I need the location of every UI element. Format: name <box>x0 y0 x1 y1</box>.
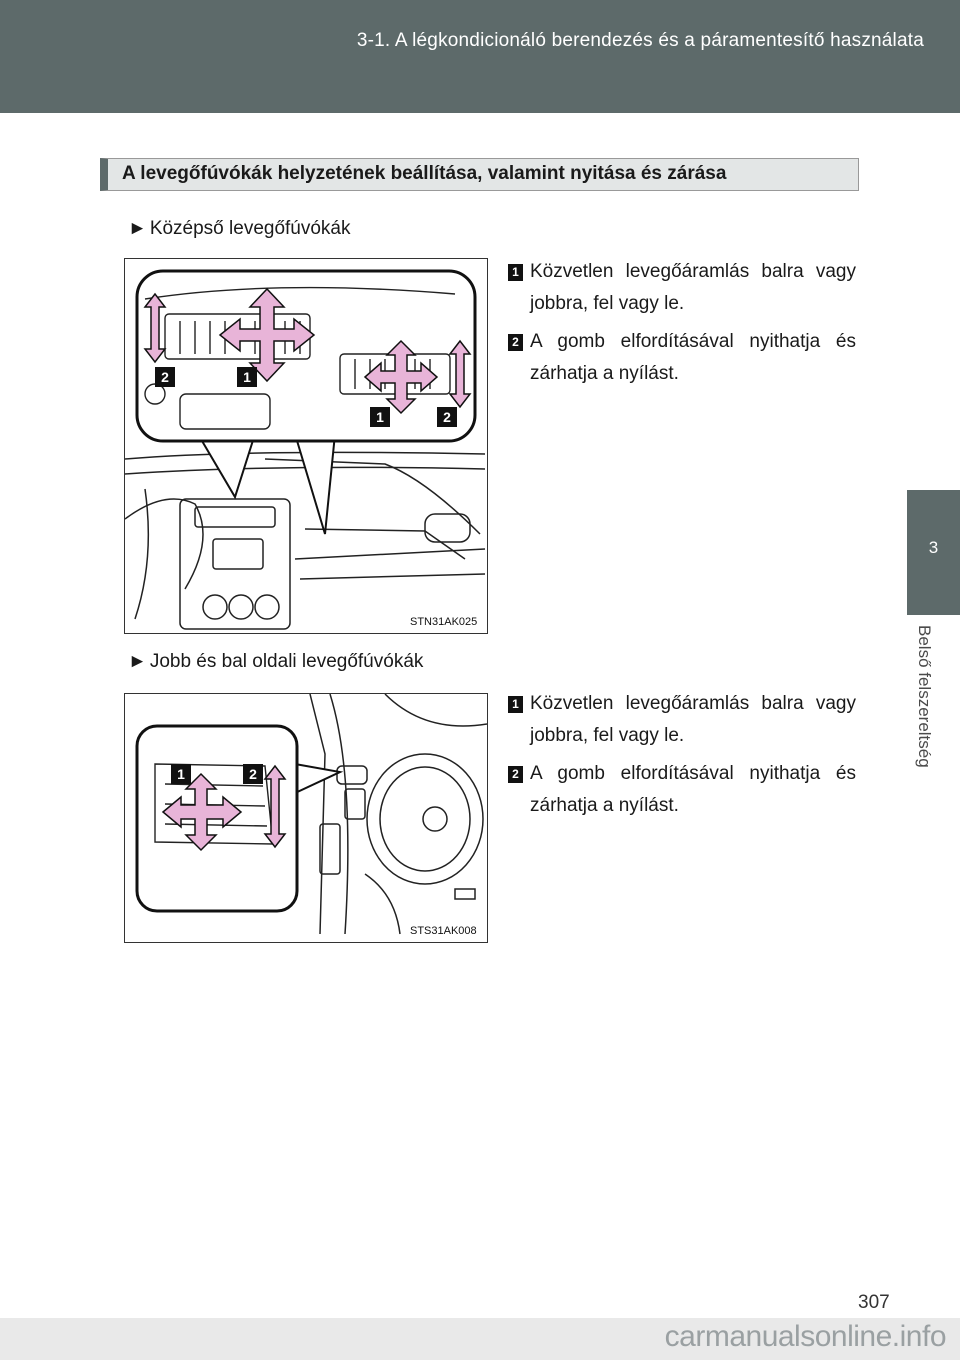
chapter-tab <box>907 490 960 615</box>
chapter-number: 3 <box>928 538 939 557</box>
chapter-title: 3-1. A légkondicionáló berendezés és a páramentesítő használata <box>356 30 924 51</box>
callout-2: 2 <box>249 766 257 782</box>
item-text: A gomb elfordításával nyithatja és zárhatja a nyílást. <box>530 331 856 384</box>
watermark-text: carmanualsonline.info <box>664 1320 946 1353</box>
callout-1: 1 <box>177 766 185 782</box>
number-badge: 1 <box>508 696 523 713</box>
side-vents-heading-text: Jobb és bal oldali levegőfúvókák <box>149 651 424 672</box>
side-vents-figure <box>124 693 488 943</box>
callout-1-right: 1 <box>376 409 384 425</box>
section-title: A levegőfúvókák helyzetének beállítása, valamint nyitása és zárása <box>122 163 727 184</box>
number-badge: 2 <box>508 334 523 351</box>
page-header <box>0 0 960 113</box>
side-item-1 <box>508 688 856 752</box>
page-number: 307 <box>858 1292 890 1313</box>
number-badge: 1 <box>508 264 523 281</box>
item-text: A gomb elfordításával nyithatja és zárhatja a nyílást. <box>530 763 856 816</box>
number-badge: 2 <box>508 766 523 783</box>
chapter-tab-label-wrap <box>912 625 956 845</box>
center-item-2 <box>508 326 856 390</box>
figure-code: STN31AK025 <box>410 616 478 628</box>
triangle-bullet-icon: ► <box>128 651 147 672</box>
triangle-bullet-icon: ► <box>128 218 147 239</box>
center-vents-figure <box>124 258 488 634</box>
item-text: Közvetlen levegőáramlás balra vagy jobbra, fel vagy le. <box>530 693 856 746</box>
figure-code: STS31AK008 <box>410 925 477 937</box>
watermark-bar <box>0 1318 960 1360</box>
side-item-2 <box>508 758 856 822</box>
section-heading <box>100 158 859 191</box>
callout-2-right: 2 <box>443 409 451 425</box>
center-item-1 <box>508 256 856 320</box>
item-text: Közvetlen levegőáramlás balra vagy jobbra, fel vagy le. <box>530 261 856 314</box>
callout-2-left: 2 <box>161 369 169 385</box>
chapter-tab-label: Belső felszereltség <box>915 625 934 768</box>
side-vents-heading <box>128 651 423 673</box>
center-vents-heading <box>128 218 351 240</box>
callout-1-left: 1 <box>243 369 251 385</box>
center-vents-heading-text: Középső levegőfúvókák <box>149 218 351 239</box>
